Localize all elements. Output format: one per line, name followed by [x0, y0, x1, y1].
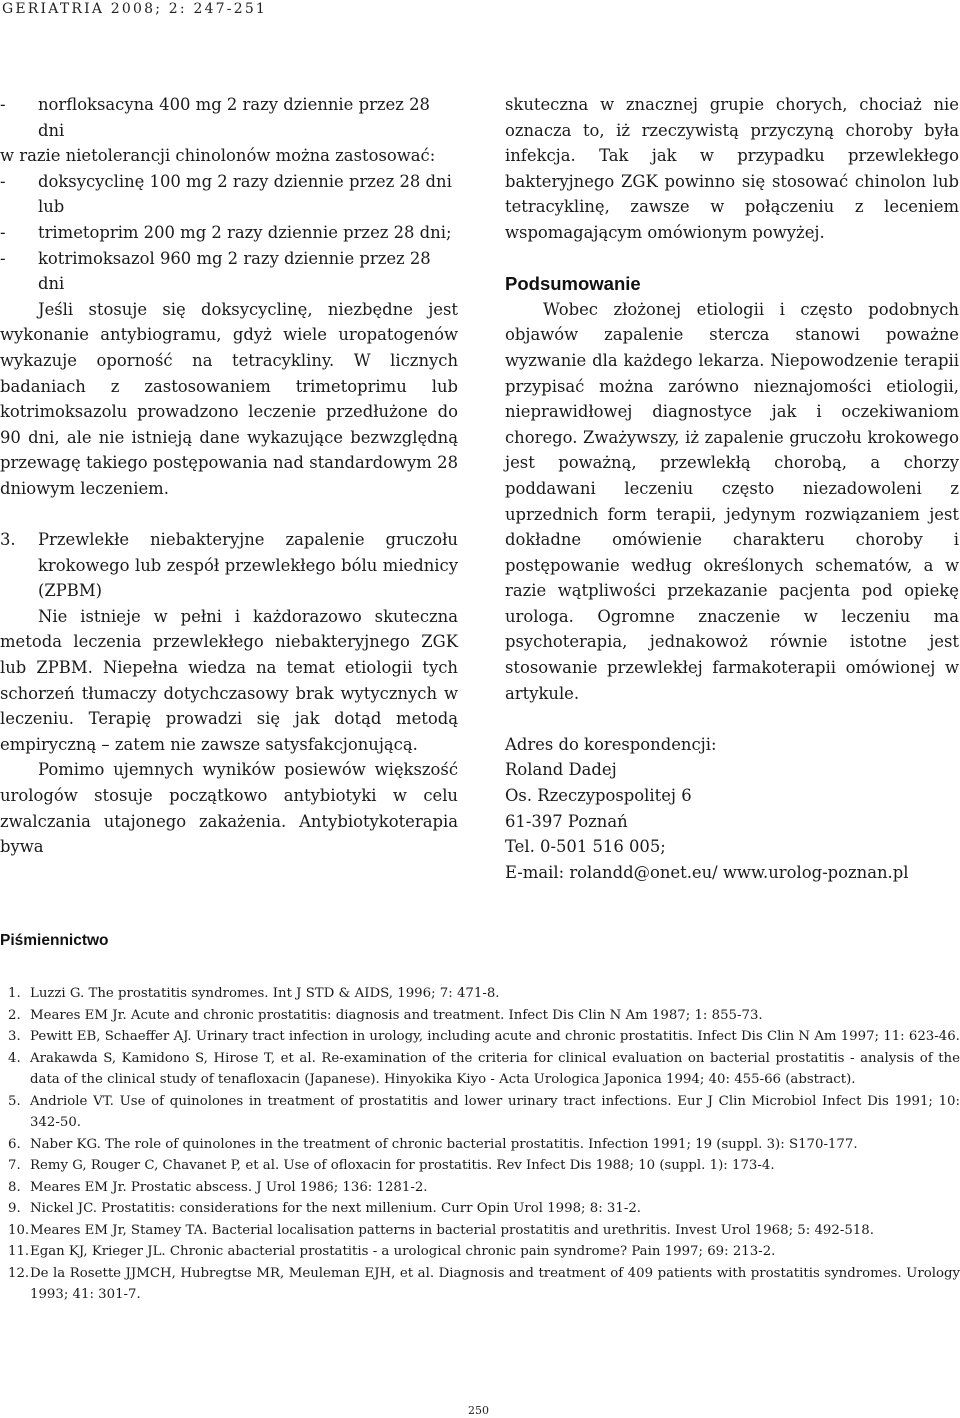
dosage-item-cotrimoxazole: - kotrimoksazol 960 mg 2 razy dziennie przez 28 dni: [0, 246, 458, 297]
section-title: Przewlekłe niebakteryjne zapalenie gruczołu krokowego lub zespół przewlekłego bólu miednicy (ZPBM): [38, 530, 458, 601]
summary-paragraph: Wobec złożonej etiologii i często podobnych objawów zapalenie stercza stanowi poważne wyzwanie dla każdego lekarza. Niepowodzenie terapii przypisać można zarówno nieznajomości etiologii, nieprawidłowej diagnostyce jak i oczekiwaniom chorego. Zważywszy, iż zapalenie gruczołu krokowego jest poważną, przewlekłą chorobą, a chorzy poddawani leczeniu często niezadowoleni z uprzednich form terapii, jedynym rozwiązaniem jest dokładne omówienie charakteru choroby i postępowanie według określonych schematów, a w razie wątpliwości przekazanie pacjenta pod opiekę urologa. Ogromne znaczenie w leczeniu ma psychoterapia, jednakowoż równie istotne jest stosowanie przewlekłej farmakoterapii omówionej w artykule.: [505, 299, 959, 703]
dosage-item-text: doksycyclinę 100 mg 2 razy dziennie przez 28 dni lub: [38, 171, 452, 217]
address-line: E-mail: rolandd@onet.eu/ www.urolog-poznan.pl: [505, 862, 909, 882]
paragraph-antibiotics: Pomimo ujemnych wyników posiewów większość urologów stosuje początkowo antybiotyki w celu zwalczania utajonego zakażenia. Antybiotykoterapia bywa: [0, 760, 458, 857]
section-number: 3.: [0, 530, 16, 550]
left-column: [0, 92, 458, 860]
dosage-item-text: kotrimoksazol 960 mg 2 razy dziennie przez 28 dni: [38, 248, 431, 294]
paragraph-doxycycline-note: Jeśli stosuje się doksycyclinę, niezbędne jest wykonanie antybiogramu, gdyż wiele uropatogenów wykazuje oporność na tetracykliny. W licznych badaniach z zastosowaniem trimetoprimu lub kotrimoksazolu prowadzono leczenie przedłużone do 90 dni, ale nie istnieją dane wykazujące bezwzględną przewagę takiego postępowania nad standardowym 28 dniowym leczeniem.: [0, 299, 458, 498]
dosage-item-text: norfloksacyna 400 mg 2 razy dziennie przez 28 dni: [38, 95, 430, 140]
address-line: Os. Rzeczypospolitej 6: [505, 786, 692, 806]
reference-item: 8. Meares EM Jr. Prostatic abscess. J Urol 1986; 136: 1281-2.: [8, 1179, 428, 1195]
section-3-heading: [0, 527, 458, 604]
reference-item: 3. Pewitt EB, Schaeffer AJ. Urinary tract infection in urology, including acute and chronic prostatitis. Infect Dis Clin N Am 1997; 11: 623-46.: [8, 1029, 960, 1044]
dosage-item-text: trimetoprim 200 mg 2 razy dziennie przez 28 dni;: [38, 222, 452, 242]
reference-item: 5. Andriole VT. Use of quinolones in treatment of prostatitis and lower urinary tract infections. Eur J Clin Microbiol Infect Dis 1991; 10: 342-50.: [8, 1093, 960, 1130]
paragraph-continuation: skuteczna w znacznej grupie chorych, chociaż nie oznacza to, iż rzeczywistą przyczyną choroby była infekcja. Tak jak w przypadku przewlekłego bakteryjnego ZGK powinno się stosować chinolon lub tetracyklinę, zawsze w połączeniu z leceniem wspomagającym omówionym powyżej.: [505, 95, 959, 242]
right-column: [505, 92, 959, 885]
dosage-item-doxycycline: - doksycyclinę 100 mg 2 razy dziennie przez 28 dni lub: [0, 169, 458, 220]
dosage-item-trimethoprim: - trimetoprim 200 mg 2 razy dziennie przez 28 dni;: [0, 220, 458, 246]
reference-item: 6. Naber KG. The role of quinolones in the treatment of chronic bacterial prostatitis. Infection 1991; 19 (suppl. 3): S170-177.: [8, 1136, 858, 1152]
dosage-item-norfloxacin: - norfloksacyna 400 mg 2 razy dziennie przez 28 dni: [0, 92, 458, 143]
address-line: Roland Dadej: [505, 760, 617, 780]
reference-item: 7. Remy G, Rouger C, Chavanet P, et al. Use of ofloxacin for prostatitis. Rev Infect Dis 1988; 10 (suppl. 1): 173-4.: [8, 1158, 775, 1173]
correspondence-address: [505, 732, 959, 886]
page-number: 250: [468, 1404, 489, 1417]
alternative-intro: w razie nietolerancji chinolonów można zastosować:: [0, 146, 436, 166]
references-list: [0, 983, 960, 1306]
reference-item: 11. Egan KJ, Krieger JL. Chronic abacterial prostatitis - a urological chronic pain syndrome? Pain 1997; 69: 213-2.: [8, 1244, 776, 1259]
reference-item: 1. Luzzi G. The prostatitis syndromes. Int J STD & AIDS, 1996; 7: 471-8.: [8, 986, 500, 1001]
reference-item: 10. Meares EM Jr, Stamey TA. Bacterial localisation patterns in bacterial prostatitis and urethritis. Invest Urol 1968; 5: 492-518.: [8, 1222, 874, 1238]
reference-item: 2. Meares EM Jr. Acute and chronic prostatitis: diagnosis and treatment. Infect Dis Clin N Am 1987; 1: 855-73.: [8, 1007, 763, 1023]
paragraph-no-effective-method: Nie istnieje w pełni i każdorazowo skuteczna metoda leczenia przewlekłego niebakteryjnego ZGK lub ZPBM. Niepełna wiedza na temat etiologii tych schorzeń tłumaczy dotychczasowy brak wytycznych w leczeniu. Terapię prowadzi się jak dotąd metodą empiryczną – zatem nie zawsze satysfakcjonującą.: [0, 606, 458, 754]
reference-item: 4. Arakawda S, Kamidono S, Hirose T, et al. Re-examination of the criteria for clinical evaluation on bacterial prostatitis - analysis of the data of the clinical study of tenafloxacin (Japanese). Hinyokika Kiyo - Acta Urologica Japonica 1994; 40: 455-66 (abstract).: [8, 1050, 960, 1087]
references-heading: Piśmiennictwo: [0, 932, 109, 949]
reference-item: 12. De la Rosette JJMCH, Hubregtse MR, Meuleman EJH, et al. Diagnosis and treatment of 409 patients with prostatitis syndromes. Urology 1993; 41: 301-7.: [8, 1265, 960, 1302]
journal-header: GERIATRIA 2008; 2: 247-251: [2, 1, 268, 17]
summary-heading: Podsumowanie: [505, 273, 641, 295]
address-line: Adres do korespondencji:: [505, 734, 717, 754]
address-line: 61-397 Poznań: [505, 811, 628, 831]
reference-item: 9. Nickel JC. Prostatitis: considerations for the next millenium. Curr Opin Urol 1998; 8: 31-2.: [8, 1201, 642, 1216]
address-line: Tel. 0-501 516 005;: [505, 837, 666, 857]
